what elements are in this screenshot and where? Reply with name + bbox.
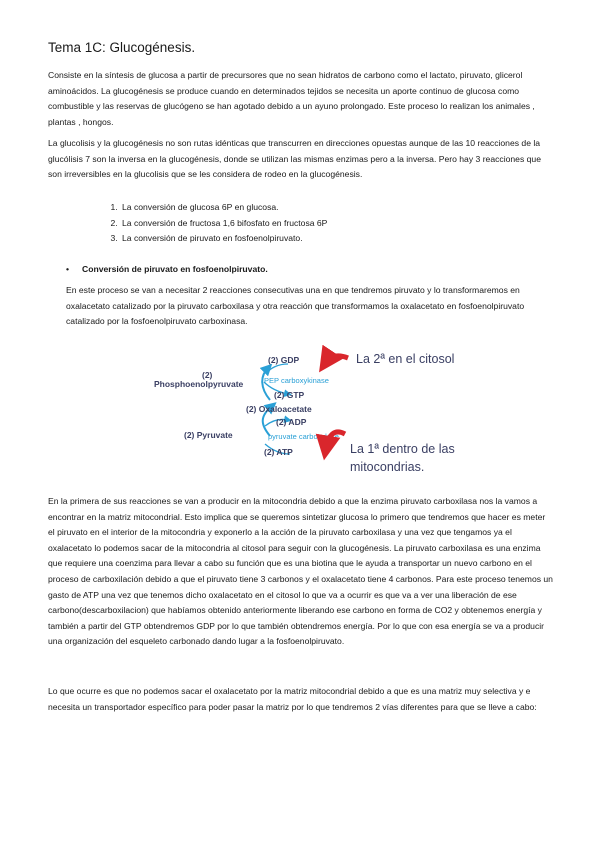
process-paragraph: En este proceso se van a necesitar 2 reacciones consecutivas una en que tendremos piruvato y lo transformaremos en oxalacetato catalizado por la piruvato carboxilasa y otra reacción que transformamos la oxalacetato en fosfoenolpiruvato catalizado por la fosfoenolpiruvato carboxinasa. (66, 285, 525, 327)
list-item: 2. La conversión de fructosa 1,6 bifosfato en fructosa 6P (120, 216, 327, 232)
gdp-curl-arrow (266, 364, 288, 374)
gtp-label: (2) GTP (274, 390, 305, 400)
top-note-arrow (326, 356, 348, 362)
pathway-diagram (150, 340, 470, 480)
pep-count-label: (2) (202, 370, 213, 380)
pep-label: Phosphoenolpyruvate (154, 379, 244, 389)
list-item: 3. La conversión de piruvato en fosfoenolpiruvato. (120, 231, 327, 247)
pyruvate-label: (2) Pyruvate (184, 430, 233, 440)
glycolysis-paragraph: La glucolisis y la glucogénesis no son rutas idénticas que transcurren en direcciones opuestas aunque de las 10 reacciones de la glucólisis 7 son la inversa en la glucogénesis, donde se utilizan las mismas enzimas pero a la inversa. Pero hay 3 reacciones que son irreversibles en la glucolisis que se les considera de rodeo en la glucogénesis. (48, 138, 541, 180)
mitochondria-note-line1: La 1ª dentro de las (350, 442, 455, 456)
atp-label: (2) ATP (264, 447, 293, 457)
adp-label: (2) ADP (276, 417, 307, 427)
gdp-label: (2) GDP (268, 355, 300, 365)
pep-enzyme-label: PEP carboxykinase (264, 376, 329, 385)
pyruvate-enzyme-label: pyruvate carboxylase (268, 432, 339, 441)
cytosol-note: La 2ª en el citosol (356, 352, 455, 366)
section-heading: Conversión de piruvato en fosfoenolpiruvato. (82, 264, 268, 274)
oxaloacetate-label: (2) Oxaloacetate (246, 404, 312, 414)
mitochondria-paragraph: En la primera de sus reacciones se van a producir en la mitocondria debido a que la enzima piruvato carboxilasa nos la vamos a encontrar en la matriz mitocondrial. Esto implica que se queremos sintetizar glucosa lo primero que tendremos que hacer es meter el piruvato en el interior de la mitocondria y exponerlo a la acción de la piruvato carboxilasa y una vez que tengamos ya el oxalacetato lo podemos sacar de la mitocondria al citosol para seguir con la glucogénesis. La piruvato carboxilasa es una enzima que requiere una coenzima para llevar a cabo su función que es una biotina que le ayuda a transportar un nuevo carbono en el proceso de carboxilación debido a que el piruvato tiene 3 carbonos y el oxalacetato tiene 4 carbonos. Para este proceso tenemos un gasto de ATP una vez que tenemos dicho oxalacetato en el citosol lo que va a ocurrir es que va a ver una liberación de ese carbono(descarboxilacion) que habíamos obtenido anteriormente liberando ese carbono en forma de CO2 y obtenemos energía y también a partir del GTP obtendremos GDP por lo que también obtendremos energía. Por lo que con esa energía se va a producir una organización del esqueleto carbonado dando lugar a la fosfoenolpiruvato. (48, 496, 553, 647)
intro-paragraph: Consiste en la síntesis de glucosa a partir de precursores que no sean hidratos de carbono como el lactato, piruvato, glicerol aminoácidos. La glucogénesis se produce cuando en determinados tejidos se necesita un aporte continuo de glucosa como combustible y las reservas de glucógeno se han agotado debido a un ayuno prolongado. Este proceso lo realizan los animales , plantas , hongos. (48, 70, 535, 127)
bullet-icon: • (66, 264, 70, 274)
mitochondria-note-line2: mitocondrias. (350, 460, 425, 474)
transport-paragraph: Lo que ocurre es que no podemos sacar el oxalacetato por la matriz mitocondrial debido a que es una matriz muy selectiva y e necesita un transportador específico para poder pasar la matriz por lo que tendremos 2 vías diferentes para que se lleve a cabo: (48, 686, 537, 712)
list-item: 1. La conversión de glucosa 6P en glucosa. (120, 200, 327, 216)
section-bullet (66, 262, 268, 278)
page-title: Tema 1C: Glucogénesis. (48, 40, 196, 55)
irreversible-reactions-list (100, 200, 327, 247)
